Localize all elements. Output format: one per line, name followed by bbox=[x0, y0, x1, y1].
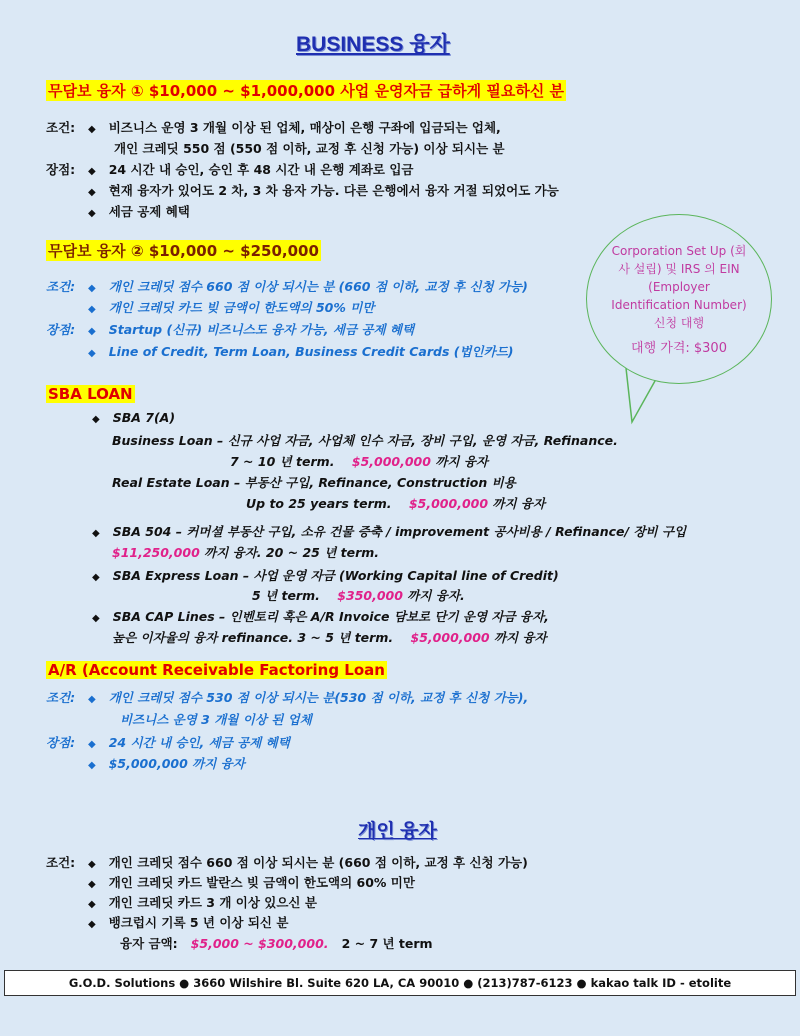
ar-adv-label: 장점: bbox=[46, 735, 76, 750]
speech-bubble bbox=[586, 214, 772, 384]
unsecured2-cond2: 개인 크레딧 카드 빚 금액이 한도액의 50% 미만 bbox=[108, 300, 375, 315]
sba-7a: SBA 7(A) bbox=[112, 410, 176, 425]
bullet-icon: ◆ bbox=[88, 326, 96, 337]
bullet-icon: ◆ bbox=[88, 348, 96, 359]
bullet-icon: ◆ bbox=[88, 739, 96, 750]
ar-title: A/R (Account Receivable Factoring Loan bbox=[48, 661, 385, 679]
bubble-text: Corporation Set Up (회사 설립) 및 IRS 의 EIN (Employer Identification Number) 신청 대행 bbox=[611, 244, 747, 330]
sba-title: SBA LOAN bbox=[48, 385, 133, 403]
sba-biz-amount: $5,000,000 bbox=[351, 454, 431, 469]
unsecured1-cond1: 비즈니스 운영 3 개월 이상 된 업체, 매상이 은행 구좌에 입금되는 업체, bbox=[108, 120, 501, 135]
sba-express: SBA Express Loan – 사업 운영 자금 (Working Capital line of Credit) bbox=[112, 568, 559, 583]
bubble-price: 대행 가격: $300 bbox=[631, 341, 727, 356]
bullet-icon: ◆ bbox=[88, 208, 96, 219]
unsecured1-title: 무담보 융자 ① $10,000 ~ $1,000,000 사업 운영자금 급하게 필요하신 분 bbox=[48, 82, 565, 100]
sba-re-term: Up to 25 years term. bbox=[246, 496, 392, 511]
bullet-icon: ◆ bbox=[88, 879, 96, 890]
unsecured1-adv1: 24 시간 내 승인, 승인 후 48 시간 내 은행 계좌로 입금 bbox=[108, 162, 414, 177]
unsecured2-cond-label: 조건: bbox=[46, 279, 76, 294]
bullet-icon: ◆ bbox=[92, 528, 100, 539]
bullet-icon: ◆ bbox=[88, 694, 96, 705]
sba-express-suffix: 까지 융자. bbox=[407, 588, 465, 603]
ar-cond1b: 비즈니스 운영 3 개월 이상 된 업체 bbox=[120, 712, 312, 727]
sba-cap-amount: $5,000,000 bbox=[410, 630, 490, 645]
business-title: BUSINESS 융자 bbox=[296, 33, 450, 56]
personal-title: 개인 융자 bbox=[358, 821, 437, 842]
bullet-icon: ◆ bbox=[92, 414, 100, 425]
ar-cond-label: 조건: bbox=[46, 690, 76, 705]
personal-c1: 개인 크레딧 점수 660 점 이상 되시는 분 (660 점 이하, 교정 후 신청 가능) bbox=[108, 855, 528, 870]
sba-cap: SBA CAP Lines – 인벤토리 혹은 A/R Invoice 담보로 단기 운영 자금 융자, bbox=[112, 609, 549, 624]
sba-biz-term: 7 ~ 10 년 term. bbox=[230, 454, 335, 469]
unsecured2-adv2: Line of Credit, Term Loan, Business Credit Cards (법인카드) bbox=[108, 344, 514, 359]
unsecured1-adv3: 세금 공제 혜택 bbox=[108, 204, 190, 219]
sba-cap2: 높은 이자율의 융자 refinance. 3 ~ 5 년 term. bbox=[112, 630, 394, 645]
unsecured2-adv1: Startup (신규) 비즈니스도 융자 가능, 세금 공제 혜택 bbox=[108, 322, 415, 337]
personal-c3: 개인 크레딧 카드 3 개 이상 있으신 분 bbox=[108, 895, 317, 910]
bullet-icon: ◆ bbox=[88, 919, 96, 930]
unsecured1-cond1b: 개인 크레딧 550 점 (550 점 이하, 교정 후 신청 가능) 이상 되시는 분 bbox=[114, 141, 505, 156]
sba-biz-loan: Business Loan – 신규 사업 자금, 사업체 인수 자금, 장비 구입, 운영 자금, Refinance. bbox=[112, 433, 618, 448]
footer-contact: G.O.D. Solutions ● 3660 Wilshire Bl. Suite 620 LA, CA 90010 ● (213)787-6123 ● kakao talk ID - etolite bbox=[4, 970, 796, 996]
sba-cap-suffix: 까지 융자 bbox=[493, 630, 547, 645]
unsecured2-title: 무담보 융자 ② $10,000 ~ $250,000 bbox=[48, 242, 319, 260]
bullet-icon: ◆ bbox=[88, 899, 96, 910]
bullet-icon: ◆ bbox=[88, 166, 96, 177]
sba-express-term: 5 년 term. bbox=[252, 588, 320, 603]
personal-amount-label: 융자 금액: bbox=[120, 936, 178, 951]
ar-adv2: $5,000,000 까지 융자 bbox=[108, 756, 245, 771]
sba-504-suffix: 까지 융자. 20 ~ 25 년 term. bbox=[204, 545, 380, 560]
personal-c2: 개인 크레딧 카드 발란스 빚 금액이 한도액의 60% 미만 bbox=[108, 875, 415, 890]
unsecured1-cond-label: 조건: bbox=[46, 120, 76, 135]
sba-re-amount: $5,000,000 bbox=[408, 496, 489, 511]
unsecured1-adv2: 현재 융자가 있어도 2 차, 3 차 융자 가능. 다른 은행에서 융자 거절 되었어도 가능 bbox=[108, 183, 559, 198]
bullet-icon: ◆ bbox=[88, 283, 96, 294]
unsecured1-adv-label: 장점: bbox=[46, 162, 76, 177]
bullet-icon: ◆ bbox=[92, 572, 100, 583]
personal-amount-suffix: 2 ~ 7 년 term bbox=[341, 936, 433, 951]
bullet-icon: ◆ bbox=[88, 124, 96, 135]
personal-amount: $5,000 ~ $300,000. bbox=[190, 936, 329, 951]
bullet-icon: ◆ bbox=[92, 613, 100, 624]
sba-re-loan: Real Estate Loan – 부동산 구입, Refinance, Construction 비용 bbox=[112, 475, 516, 490]
sba-express-amount: $350,000 bbox=[337, 588, 403, 603]
ar-cond1: 개인 크레딧 점수 530 점 이상 되시는 분(530 점 이하, 교정 후 신청 가능), bbox=[108, 690, 529, 705]
sba-biz-suffix: 까지 융자 bbox=[435, 454, 488, 469]
unsecured2-adv-label: 장점: bbox=[46, 322, 76, 337]
bullet-icon: ◆ bbox=[88, 859, 96, 870]
ar-adv1: 24 시간 내 승인, 세금 공제 혜택 bbox=[108, 735, 290, 750]
bullet-icon: ◆ bbox=[88, 760, 96, 771]
bullet-icon: ◆ bbox=[88, 187, 96, 198]
sba-504-amount: $11,250,000 bbox=[112, 545, 200, 560]
unsecured2-cond1: 개인 크레딧 점수 660 점 이상 되시는 분 (660 점 이하, 교정 후 신청 가능) bbox=[108, 279, 528, 294]
sba-re-suffix: 까지 융자 bbox=[492, 496, 546, 511]
personal-c4: 뱅크럽시 기록 5 년 이상 되신 분 bbox=[108, 915, 289, 930]
bullet-icon: ◆ bbox=[88, 304, 96, 315]
personal-cond-label: 조건: bbox=[46, 855, 76, 870]
sba-504: SBA 504 – 커머셜 부동산 구입, 소유 건물 증축 / improvement 공사비용 / Refinance/ 장비 구입 bbox=[112, 524, 687, 539]
